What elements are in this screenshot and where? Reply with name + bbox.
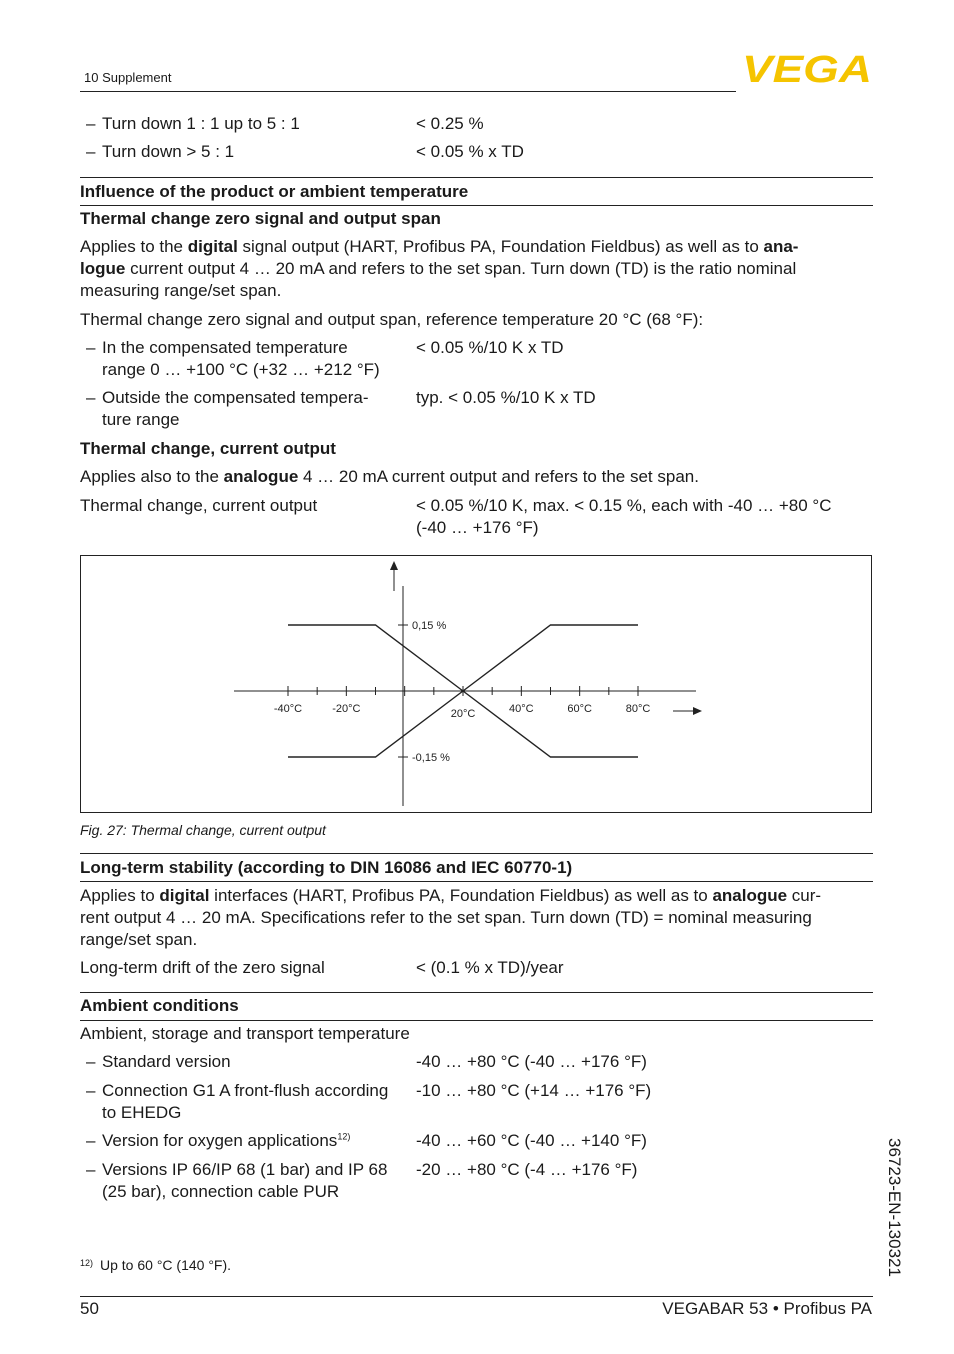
ambient-item-value: -40 … +60 °C (-40 … +140 °F) bbox=[416, 1131, 647, 1150]
x-tick-label: 60°C bbox=[567, 703, 592, 715]
footnote-ref[interactable]: 12) bbox=[337, 1131, 351, 1142]
section-rule-top bbox=[80, 992, 873, 993]
section-rule-bottom bbox=[80, 881, 873, 882]
product-name: VEGABAR 53 • Profibus PA bbox=[662, 1299, 872, 1318]
footnote-mark: 12) bbox=[80, 1258, 94, 1268]
x-tick-label: -20°C bbox=[332, 703, 361, 715]
thermal-change-chart bbox=[81, 556, 871, 812]
vega-logo bbox=[742, 52, 872, 84]
header-rule bbox=[80, 91, 736, 92]
section-heading-longterm: Long-term stability (according to DIN 16086 and IEC 60770-1) bbox=[80, 858, 573, 877]
ambient-item-label-2: (25 bar), connection cable PUR bbox=[102, 1182, 340, 1201]
footer-rule bbox=[80, 1296, 873, 1297]
x-tick-label: -40°C bbox=[273, 703, 303, 715]
section-rule-top bbox=[80, 853, 873, 854]
figure-caption: Fig. 27: Thermal change, current output bbox=[80, 822, 326, 838]
para-digital-line2: logue current output 4 … 20 mA and refers to the set span. Turn down (TD) is the ratio nominal bbox=[80, 259, 797, 278]
turndown-label-2: Turn down > 5 : 1 bbox=[102, 142, 235, 161]
page-number: 50 bbox=[80, 1299, 99, 1318]
para-longterm-line1: Applies to digital interfaces (HART, Profibus PA, Foundation Fieldbus) as well as to analogue cur- bbox=[80, 886, 822, 905]
drift-label: Long-term drift of the zero signal bbox=[80, 958, 325, 977]
outside-value: typ. < 0.05 %/10 K x TD bbox=[416, 388, 596, 407]
section-label: 10 Supplement bbox=[84, 70, 172, 85]
thermal-change-label: Thermal change, current output bbox=[80, 496, 318, 515]
x-tick-label: 20°C bbox=[450, 708, 476, 720]
turndown-label-1: Turn down 1 : 1 up to 5 : 1 bbox=[102, 114, 300, 133]
section-rule-top bbox=[80, 177, 873, 178]
para-digital-line1: Applies to the digital signal output (HART, Profibus PA, Foundation Fieldbus) as well as to ana- bbox=[80, 237, 799, 256]
ambient-item-label: Connection G1 A front-flush according bbox=[102, 1081, 389, 1100]
y-tick-label: 0,15 % bbox=[412, 620, 447, 632]
ambient-intro: Ambient, storage and transport temperature bbox=[80, 1024, 410, 1043]
drift-value: < (0.1 % x TD)/year bbox=[416, 958, 564, 977]
ambient-item-label: Versions IP 66/IP 68 (1 bar) and IP 68 bbox=[102, 1160, 388, 1179]
para-digital-line3: measuring range/set span. bbox=[80, 281, 282, 300]
compensated-value: < 0.05 %/10 K x TD bbox=[416, 338, 564, 357]
para-longterm-line3: range/set span. bbox=[80, 930, 198, 949]
list-dash: – bbox=[86, 1081, 96, 1100]
list-dash: – bbox=[86, 1160, 96, 1179]
x-arrow-head bbox=[693, 707, 702, 715]
logo-text: VEGA bbox=[742, 52, 872, 84]
subheading-current-output: Thermal change, current output bbox=[80, 439, 336, 458]
thermal-change-value-2: (-40 … +176 °F) bbox=[416, 518, 539, 537]
footnote-text: Up to 60 °C (140 °F). bbox=[100, 1257, 232, 1273]
para-analogue: Applies also to the analogue 4 … 20 mA current output and refers to the set span. bbox=[80, 467, 699, 486]
outside-label-1: Outside the compensated tempera- bbox=[102, 388, 369, 407]
ambient-item-label: Version for oxygen applications$^{12)}$ bbox=[102, 1131, 351, 1150]
ambient-item-value: -20 … +80 °C (-4 … +176 °F) bbox=[416, 1160, 638, 1179]
para-reference-temp: Thermal change zero signal and output span, reference temperature 20 °C (68 °F): bbox=[80, 310, 704, 329]
section-rule-bottom bbox=[80, 205, 873, 206]
compensated-label-1: In the compensated temperature bbox=[102, 338, 348, 357]
list-dash: – bbox=[86, 114, 96, 133]
y-tick-label: -0,15 % bbox=[412, 752, 450, 764]
outside-label-2: ture range bbox=[102, 410, 180, 429]
section-heading-ambient: Ambient conditions bbox=[80, 996, 239, 1015]
compensated-label-2: range 0 … +100 °C (+32 … +212 °F) bbox=[102, 360, 380, 379]
document-id: 36723-EN-130321 bbox=[885, 1138, 904, 1277]
turndown-value-1: < 0.25 % bbox=[416, 114, 484, 133]
x-tick-label: 40°C bbox=[509, 703, 534, 715]
turndown-value-2: < 0.05 % x TD bbox=[416, 142, 524, 161]
list-dash: – bbox=[86, 388, 96, 407]
subheading-zero-signal: Thermal change zero signal and output span bbox=[80, 209, 441, 228]
x-tick-label: 80°C bbox=[625, 703, 651, 715]
ambient-item-label: Standard version bbox=[102, 1052, 231, 1071]
section-heading-influence: Influence of the product or ambient temperature bbox=[80, 182, 469, 201]
list-dash: – bbox=[86, 142, 96, 161]
ambient-item-label-2: to EHEDG bbox=[102, 1103, 182, 1122]
list-dash: – bbox=[86, 1052, 96, 1071]
y-arrow-head bbox=[390, 561, 398, 570]
thermal-change-value-1: < 0.05 %/10 K, max. < 0.15 %, each with -40 … +80 °C bbox=[416, 496, 832, 515]
section-rule-bottom bbox=[80, 1020, 873, 1021]
list-dash: – bbox=[86, 1131, 96, 1150]
list-dash: – bbox=[86, 338, 96, 357]
ambient-item-value: -40 … +80 °C (-40 … +176 °F) bbox=[416, 1052, 647, 1071]
ambient-item-value: -10 … +80 °C (+14 … +176 °F) bbox=[416, 1081, 652, 1100]
para-longterm-line2: rent output 4 … 20 mA. Specifications refer to the set span. Turn down (TD) = nominal measuring bbox=[80, 908, 812, 927]
chart-frame bbox=[80, 555, 872, 813]
